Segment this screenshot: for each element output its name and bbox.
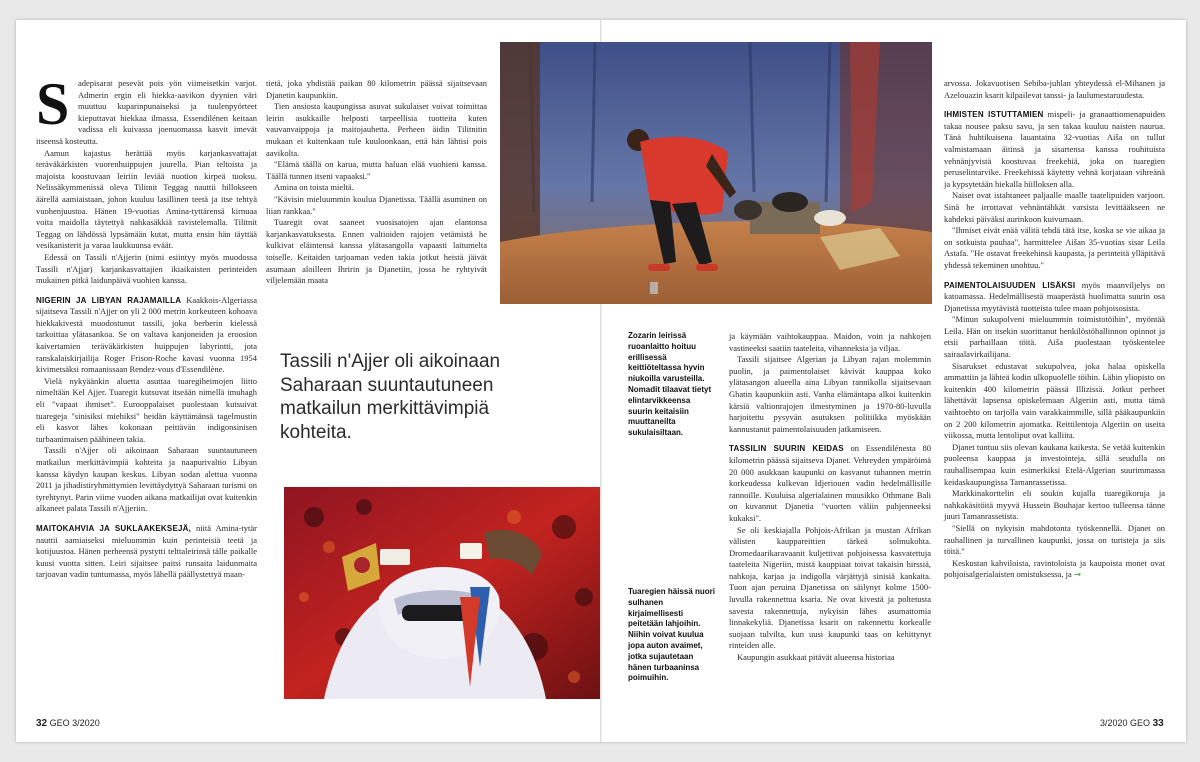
- body-paragraph: Keskustan kahviloista, ravintoloista ja kaupoista monet ovat pohjoisalgerialaisten omistuksessa, ja →: [944, 557, 1165, 581]
- body-paragraph: "Minun sukupolveni mieluummin toimistotöihin", myöntää Leila. Hän on itsekin suorittanut henkilöstöhallinnon opinnot ja etsii parhaillaan töitä. Aiša puolestaan työskentelee sairaalavirkailijana.: [944, 314, 1165, 360]
- body-paragraph: ja käymään vaihtokauppaa. Maidon, voin ja nahkojen vastineeksi saatiin taateleita, vihanneksia ja viljaa.: [729, 331, 931, 353]
- page-number: 32: [36, 718, 48, 729]
- section-lead: NIGERIN JA LIBYAN RAJAMAILLA: [36, 295, 182, 305]
- right-column-4: [944, 78, 1165, 582]
- kitchen-tent-photo-illustration: [500, 42, 932, 304]
- issue-label: 3/2020: [72, 718, 100, 728]
- right-column-3: [729, 331, 931, 664]
- issue-label: 3/2020: [1100, 718, 1128, 728]
- section-paragraph: IHMISTEN ISTUTTAMIEN mispeli- ja granaattiomenapuiden takaa nousee paksu savu, ja sen takaa kuuluu naisten naurua. Tänä huhtikuisena lauantaina 32-vuotias Aiša on tullut valmistamaan äitinsä ja sisartensa kanssa rouhituista vehnänjyvistä koostuvaa freekehiä, joka on tuaregien peruselintarvike. Freekehissä käytetty vehnä korjataan vihreänä ja kypsytetään hiekalla hiilloksen alla.: [944, 109, 1166, 189]
- body-paragraph: Se oli keskiajalla Pohjois-Afrikan ja mustan Afrikan välisten kauppareittien tärkeä solmukohta. Dromedaarikaravaanit kuljettivat pohjoisessa kasvatettuja taateleita Nigeriin, mistä kauppiaat toivat takaisin hirssiä, nahkoja, karjaa ja indigolla värjättyjä sinisiä kankaita. Tuon ajan peruina Djanetissa on säilynyt kolme 1500-luvulla rakennettua ksaria. Ne ovat kivestä ja poltetusta savesta rakennettuja, nykyisin lähes asumattomia linnakekyliä. Djanetissa ksarit on rakennettu korkealle suojaan tulvilta, kun uusi kaupunki taas on kehittynyt rinteiden alle.: [729, 524, 931, 651]
- wedding-photo-illustration: [284, 487, 600, 699]
- section-paragraph: PAIMENTOLAISUUDEN LISÄKSI myös maanviljelys on katoamassa. Hedelmällisestä maaperästä huolimatta suurin osa Djanetissa myytävistä tuotteista tulee maan pohjoisosista.: [944, 279, 1166, 313]
- body-paragraph: Aamun kajastus herättää myös karjankasvattajat teräväkärkisten vuorenhuippujen juurella. Pian teltoista ja majoista koostuvaan leiriin leviää nuotion kirpeä tuoksu. Nelissäkymmenissä oleva Tilitnit Teggag nauttii hillokseen äärellä aamiaistaan, johon kuuluu lasillinen teetä ja itse tehtyä vuohenjuustoa. Hänen 19-vuotias Amina-tyttärensä kirnuaa voita maidolla täytettyä nahkasäkkiä ravistelemalla. Tilitnit Teggag on lähdössä lypsämään kutat, mutta ensin hän täyttää vesikanisterit ja varaa laukkuunsa eväät.: [36, 147, 257, 251]
- kitchen-tent-photo: [500, 42, 932, 304]
- section-paragraph: MAITOKAHVIA JA SUKLAAKEKSEJÄ, niitä Amina-tytär nauttii aamiaiseksi mieluummin kuin perinteisiä teetä ja kotijuustoa. Hänen perheensä pystytti telttaleirinsä tälle paikalle kuusi vuotta sitten. Leiri sijaitsee paitsi runsaita laidunmaita tarjoavan vadin tuntumassa, myös lähellä päällystettyä maan-: [36, 522, 257, 580]
- section-paragraph: NIGERIN JA LIBYAN RAJAMAILLA Kaakkois-Algeriassa sijaitseva Tassili n'Ajjer on yli 2 000 metrin korkeuteen kohoava hiekkakivestä muodostunut tassili, joka berberin kielessä tarkoittaa ylätasankoa. Se on valtava kanjoneiden ja eroosion kaivertamien teräväkärkisten huippujen labyrintti, jota ranskalaiskirjailija Roger Frison-Roche kavasi vuonna 1954 kivimetsäksi romaanissaan Rendez-vous d'Essendilène.: [36, 294, 257, 375]
- pull-quote: Tassili n'Ajjer oli aikoinaan Saharaan suuntautuneen matkailun merkittävimpiä kohteita.: [280, 351, 501, 443]
- left-column-2: [266, 78, 487, 287]
- body-paragraph: Tassili sijaitsee Algerian ja Libyan rajan molemmin puolin, ja paimentolaiset kävivät kauppaa koko ylätasangon alueella aina Libyan rannikolla sijaitsevaan Ghatin kaupunkiin asti. Vanha elämäntapa alkoi kuitenkin kärsiä valtionrajojen ilmestyminen ja 1970-80-luvulla harjoitettu pysyvän asutuksen politiikka myöskään kannustanut paimentolaisuuden jatkamiseen.: [729, 354, 931, 434]
- body-paragraph: Sisarukset edustavat sukupolvea, joka halaa opiskella ammattiin ja lähteä kodin ulkopuolelle töihin. Lähin yliopisto on kuitenkin 400 kilometrin päässä Illizissä. Jotkut perheet lähettävät lapsensa opiskelemaan Algeriin asti, mutta tämä vaihtoehto on tarjolla vain varakkaimmille, sillä pääkaupunkiin on 2 200 kilometrin ajomatka. Reittilentoja Algeriin on useita viikossa, mutta lentoliput ovat kalliita.: [944, 360, 1165, 441]
- body-paragraph: "Kävisin mieluummin koulua Djanetissa. Täällä asuminen on liian rankkaa.": [266, 193, 487, 216]
- section-lead: IHMISTEN ISTUTTAMIEN: [944, 110, 1044, 120]
- continue-arrow-icon[interactable]: →: [1073, 570, 1081, 581]
- article-intro-paragraph: S adepisarat pesevät pois yön viimeisetkin varjot. Admerin ergin eli hiekka-aavikon dyynien väri muuttuu kuparinpunaiseksi ja tuulenpyörteet kieputtavat hiekkaa ilmassa. Essendilénen keitaan vadissa eli kuivassa joenuomassa kasvit imevät itseensä kosteutta.: [36, 71, 257, 146]
- magazine-name: GEO: [1130, 718, 1151, 728]
- body-paragraph: Djanet tuntuu siis olevan kaukana kaikesta. Se vetää kuitenkin puoleensa kauppaa ja investointeja, sillä seudulla on rauhallisempaa kuin esimerkiksi Etelä-Algerian suurimmassa keidaskaupungissa Tamanrassetissa.: [944, 441, 1165, 487]
- magazine-name: GEO: [49, 718, 70, 728]
- folio-left: [36, 718, 100, 729]
- photo-caption-wedding: Tuaregien häissä nuori sulhanen kirjaimellisesti peitetään lahjoihin. Niihin voivat kuulua jopa auton avaimet, jotka sujautetaan hänen turbaaninsa poimuihin.: [628, 587, 715, 683]
- body-paragraph: arvossa. Jokavuotisen Sebiba-juhlan yhteydessä el-Mihanen ja Azelouazin ksarit kilpailevat tanssi- ja laulumestaruudesta.: [944, 78, 1165, 100]
- photo-caption-kitchen: Zozarin leirissä ruoanlaitto hoituu erillisessä keittiöteltassa hyvin niukoilla varusteilla. Nomadit tilaavat tietyt elintarvikkeensa suurin keitaisiin muuttaneilta sukulaisiltaan.: [628, 331, 712, 438]
- body-paragraph: Naiset ovat istahtaneet paljaalle maalle taatelipuiden varjoon. Sinä he irrottavat vehnäntähkät varsista levittääkseen ne kahdeksi päiväksi aurinkoon kuivumaan.: [944, 190, 1165, 224]
- wedding-photo: [284, 487, 600, 699]
- body-paragraph: "Ihmiset eivät enää välitä tehdä tätä itse, koska se vie aikaa ja on sotkuista puuhaa", harmittelee Aišan 35-vuotias sisar Leila Astafa. "He ostavat freekehinsä kaupasta, ja perinteitä ylläpitävä yhdessä tekeminen unohtuu.": [944, 225, 1165, 270]
- body-paragraph: Tien ansiosta kaupungissa asuvat sukulaiset voivat toimittaa leirin asukkaille helposti tarpeellisia tuotteita kuten vauvanvaippoja ja maitojauhetta. Perheen äidin Tilitnitin mukaan ei kuitenkaan tule kuuloonkaan, että hän lähtisi pois aavikolta.: [266, 101, 487, 158]
- body-paragraph: "Siellä on nykyisin mahdotonta työskennellä. Djanet on rauhallinen ja turvallinen kaupunki, jossa on turisteja ja siis töitä.": [944, 522, 1165, 557]
- magazine-spread: [16, 20, 1186, 742]
- body-paragraph: Vielä nykyäänkin aluetta asuttaa tuaregiheimojen liitto nimeltään Kel Ajjer. Tuaregit kutsuvat itseään nimellä imuhagh eli "vapaat ihmiset". Eurooppalaiset puolestaan kutsuivat tuaregeja "sinisiksi miehiksi" heidän käyttämänsä tagelmustin eli kasvot lähes kokonaan peittävän indigonsinisen turbaanimaisen päähineen takia.: [36, 375, 257, 444]
- folio-right: [1100, 718, 1164, 729]
- body-paragraph: Amina on toista mieltä.: [274, 182, 354, 193]
- body-paragraph: Tuaregit ovat saaneet vuosisatojen ajan elantonsa karjankasvatuksesta. Ennen valtioiden rajojen vetämistä he kulkivat eläintensä kanssa ylätasangolla vapaasti laitumelta toiselle. Keitaiden tarjoaman veden takia jotkut heistä jäivät asumaan aloilleen Ihririn ja Djanetiin, jossa he ryhtyivät viljelemään maata: [266, 217, 487, 286]
- left-column-1: [36, 71, 257, 581]
- section-lead: MAITOKAHVIA JA SUKLAAKEKSEJÄ,: [36, 523, 192, 533]
- body-paragraph: Edessä on Tassili n'Ajjerin (nimi esiintyy myös muodossa Tassili n'Ajjar) karjankasvattajien ikiaikaisten perinteiden mukainen pitkä laidunpäivä vuohien kanssa.: [36, 251, 257, 286]
- body-paragraph: Kaupungin asukkaat pitävät alueensa historiaa: [737, 652, 895, 663]
- page-number: 33: [1152, 718, 1164, 729]
- section-lead: PAIMENTOLAISUUDEN LISÄKSI: [944, 280, 1076, 290]
- body-paragraph: "Elämä täällä on karua, mutta haluan elää vuohieni kanssa. Täällä tunnen itseni vapaaksi.": [266, 159, 487, 181]
- drop-cap: S: [36, 71, 70, 137]
- section-paragraph: TASSILIN SUURIN KEIDAS on Essendilénesta 80 kilometrin päässä sijaitseva Djanet. Vehreyden ympäröimä 20 000 asukkaan kaupunki on kasvanut tuhannen metrin korkeudessa kulkevan Idjeriouen vadin hedelmällisille rannoille. Kuuluisa algerialainen muusikko Othmane Bali on kuvannut Djanetia "vuorten väliin puhjenneeksi kukaksi".: [729, 443, 932, 523]
- section-lead: TASSILIN SUURIN KEIDAS: [729, 444, 844, 454]
- body-paragraph: Markkinakorttelin eli soukin kujalla tuaregikoruja ja nahkakäsitöitä myyvä Hussein Bouhajar kertoo tulleensa tänne juuri Tamanrassetista.: [944, 488, 1165, 522]
- body-paragraph: Tassili n'Ajjer oli aikoinaan Saharaan suuntautuneen matkailun merkittävimpiä kohteita ja naapurivaltio Libyan kanssa käydyn kaupan keskus. Libyan sodan alettua vuonna 2011 ja jihadistiryhmittymien levittäydyttyä Saharaan turismi on tyrehtynyt. Parin viime vuoden aikana matkailijat ovat kuitenkin alkaneet palata Tassili n'Ajjeriin.: [36, 445, 257, 514]
- body-paragraph: tietä, joka yhdistää paikan 80 kilometrin päässä sijaitsevaan Djanetin kaupunkiin.: [266, 78, 487, 100]
